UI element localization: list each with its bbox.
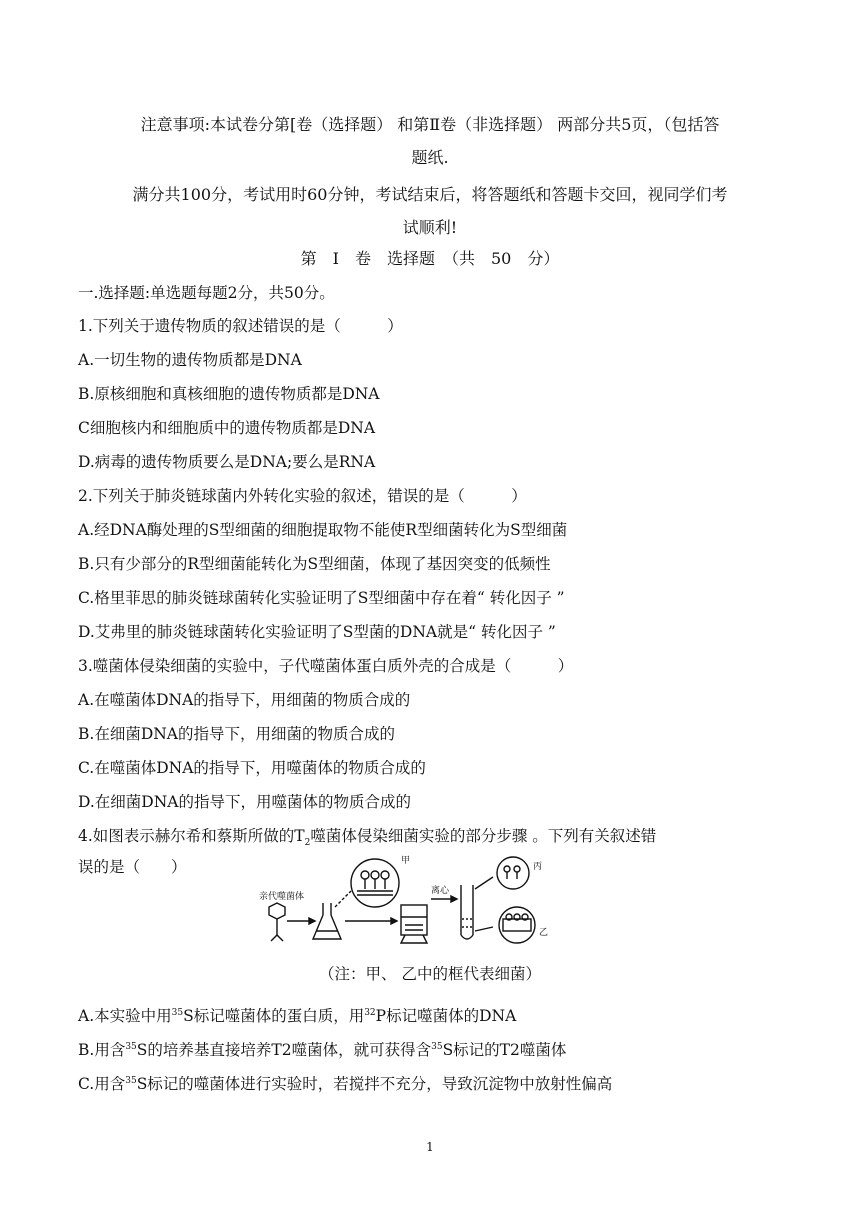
q2-option-b: B.只有少部分的R型细菌能转化为S型细菌，体现了基因突变的低频性 [78, 555, 551, 573]
q4-option-a [78, 1004, 516, 1026]
q3-option-c: C.在噬菌体DNA的指导下，用噬菌体的物质合成的 [78, 759, 426, 777]
q4-a-part-3: P标记噬菌体的DNA [375, 1007, 517, 1025]
q4-stem-part-1: 4.如图表示赫尔希和蔡斯所做的T [78, 827, 305, 845]
q2-option-a: A.经DNA酶处理的S型细菌的细胞提取物不能使R型细菌转化为S型细菌 [78, 521, 568, 539]
section-title: 第 I 卷 选择题 （共 50 分） [300, 249, 560, 268]
q4-c-part-1: C.用含 [78, 1075, 126, 1093]
page-number: 1 [426, 1140, 434, 1154]
q4-a-superscript-2: 32 [364, 1007, 376, 1018]
notice-line-4: 试顺利! [402, 218, 458, 237]
q4-b-superscript-2: 35 [431, 1041, 443, 1052]
zoom-circle-jia-icon [351, 859, 399, 907]
q2-stem: 2.下列关于肺炎链球菌内外转化实验的叙述，错误的是（ ） [78, 487, 527, 505]
figure-label-jia: 甲 [401, 856, 411, 866]
q3-option-b: B.在细菌DNA的指导下，用细菌的物质合成的 [78, 725, 396, 743]
q4-a-part-2: S标记噬菌体的蛋白质，用 [183, 1007, 365, 1025]
q4-b-superscript-1: 35 [125, 1041, 137, 1052]
figure-label-phage: 亲代噬菌体 [259, 892, 305, 902]
centrifuge-tube-icon [461, 885, 473, 939]
q1-option-a: A.一切生物的遗传物质都是DNA [78, 351, 302, 369]
q4-stem [78, 824, 656, 848]
q1-option-b: B.原核细胞和真核细胞的遗传物质都是DNA [78, 385, 380, 403]
q4-a-part-1: A.本实验中用 [78, 1007, 172, 1025]
figure-label-yi: 乙 [539, 928, 549, 938]
notice-line-3: 满分共100分，考试用时60分钟，考试结束后，将答题纸和答题卡交回，视同学们考 [132, 185, 728, 204]
q4-c-superscript-1: 35 [125, 1075, 137, 1086]
figure-caption: （注：甲、 乙中的框代表细菌） [319, 965, 541, 983]
q4-stem-part-2: 噬菌体侵染细菌实验的部分步骤 。下列有关叙述错 [310, 827, 657, 845]
q4-stem-line-2: 误的是（ ） [78, 858, 187, 876]
q4-b-part-2: S的培养基直接培养T2噬菌体，就可获得含 [136, 1041, 432, 1059]
q3-stem: 3.噬菌体侵染细菌的实验中，子代噬菌体蛋白质外壳的合成是（ ） [78, 657, 574, 675]
q1-option-d: D.病毒的遗传物质要么是DNA;要么是RNA [78, 453, 376, 471]
figure-label-bing: 丙 [533, 862, 543, 872]
zoom-circle-yi-icon [499, 907, 535, 943]
q4-option-c [78, 1072, 612, 1094]
q4-a-superscript-1: 35 [171, 1007, 184, 1018]
notice-line-2: 题纸. [411, 148, 449, 167]
phage-experiment-figure [255, 855, 555, 945]
blender-icon [401, 905, 427, 943]
q1-option-c: C细胞核内和细胞质中的遗传物质都是DNA [78, 419, 376, 437]
q2-option-d: D.艾弗里的肺炎链球菌转化实验证明了S型菌的DNA就是“ 转化因子 ” [78, 623, 556, 641]
q4-stem-subscript: 2 [304, 838, 311, 849]
zoom-circle-bing-icon [497, 857, 529, 889]
q3-option-d: D.在细菌DNA的指导下，用噬菌体的物质合成的 [78, 793, 411, 811]
q2-option-c: C.格里菲思的肺炎链球菌转化实验证明了S型细菌中存在着“ 转化因子 ” [78, 589, 565, 607]
figure-label-centrifuge: 离心 [431, 886, 450, 896]
q4-b-part-3: S标记的T2噬菌体 [442, 1041, 567, 1059]
q4-option-b [78, 1038, 566, 1060]
notice-line-1: 注意事项:本试卷分第[卷（选择题） 和第Ⅱ卷（非选择题） 两部分共5页，（包括答 [140, 115, 720, 134]
phage-icon [269, 903, 285, 941]
q4-c-part-2: S标记的噬菌体进行实验时，若搅拌不充分，导致沉淀物中放射性偏高 [136, 1075, 613, 1093]
q4-b-part-1: B.用含 [78, 1041, 126, 1059]
q3-option-a: A.在噬菌体DNA的指导下，用细菌的物质合成的 [78, 691, 411, 709]
flask-icon [313, 903, 341, 939]
q1-stem: 1.下列关于遗传物质的叙述错误的是（ ） [78, 317, 403, 335]
section-intro: 一.选择题:单选题每题2分，共50分。 [78, 284, 335, 302]
